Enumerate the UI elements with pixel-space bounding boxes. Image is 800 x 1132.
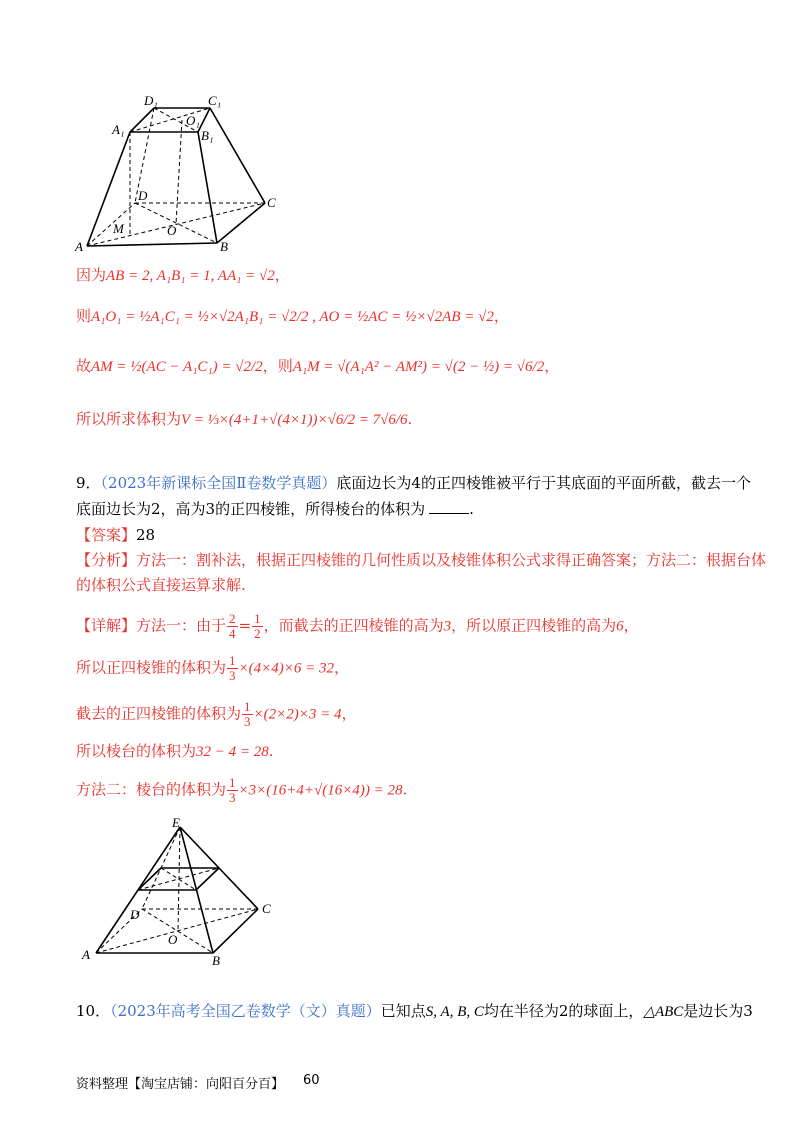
answer-value: 28 [136,526,156,544]
question-number: 9． [76,474,101,492]
pyramid-figure [78,815,288,970]
q9-analysis-1: 【分析】方法一：割补法，根据正四棱锥的几何性质以及棱锥体积公式求得正确答案；方法二：根据台体 [76,551,767,569]
label-A: A [82,947,90,962]
question-source: （2023年高考全国乙卷数学（文）真题） [110,1002,381,1020]
label-O: O [167,223,177,238]
formula: A₁O₁ = ½A₁C₁ = ½×√2A₁B₁ = √2/2 , AO = ½AC = ½×√2AB = √2 [91,309,494,325]
question-source: （2023年新课标全国Ⅱ卷数学真题） [100,474,337,492]
question-number: 10． [76,1002,111,1020]
solution-line-4: 所以所求体积为V = ⅓×(4+1+√(4×1))×√6/2 = 7√6/6. [76,410,413,428]
answer-blank [429,513,469,514]
label-O1: O₁ [186,113,200,128]
solution-line-2: 则A₁O₁ = ½A₁C₁ = ½×√2A₁B₁ = √2/2 , AO = ½AC = ½×√2AB = √2， [76,307,509,325]
fraction: $\frac{1}{3}$ [229,653,236,683]
fraction: $\frac{2}{4}$ [229,611,236,641]
q9-line-2: 底面边长为2，高为3的正四棱锥，所得棱台的体积为 . [76,500,474,518]
q9-detail-4: 所以棱台的体积为32 − 4 = 28. [76,742,274,760]
label-C: C [262,901,271,916]
fraction: $\frac{1}{3}$ [229,775,236,805]
label-A1: A₁ [112,122,125,137]
footer-text: 资料整理【淘宝店铺：向阳百分百】 [76,1077,285,1092]
formula: V = ⅓×(4+1+√(4×1))×√6/2 = 7√6/6 [181,412,408,428]
formula: AM = ½(AC − A₁C₁) = √2/2 [91,359,263,375]
formula: ×(4×4)×6 = 32 [238,660,334,677]
label-C1: C₁ [208,93,222,108]
q9-detail-1: 【详解】方法一：由于 $\frac{2}{4}$ = $\frac{1}{2}$ ，而截去的正四棱锥的高为3，所以原正四棱锥的高为6， [76,611,639,641]
formula: AB = 2, A₁B₁ = 1, AA₁ = √2 [106,268,275,284]
label-B: B [212,953,220,968]
q9-answer [76,524,155,545]
q10-line-1: 10．（2023年高考全国乙卷数学（文）真题）已知点S, A, B, C均在半径为2的球面上，△ABC是边长为3 [76,1002,753,1020]
label-D1: D₁ [144,93,158,108]
label-O: O [168,932,178,947]
label-A: A [75,239,83,254]
analysis-tag: 【分析】 [76,551,137,569]
solution-line-3: 故AM = ½(AC − A₁C₁) = √2/2，则A₁M = √(A₁A² − AM²) = √(2 − ½) = √6/2， [76,357,560,375]
label-B1: B₁ [201,128,214,143]
fraction: $\frac{1}{3}$ [244,699,251,729]
formula: A₁M = √(A₁A² − AM²) = √(2 − ½) = √6/2 [292,359,545,375]
q9-detail-3: 截去的正四棱锥的体积为 $\frac{1}{3}$ ×(2×2)×3 = 4， [76,699,357,729]
detail-tag: 【详解】 [76,616,137,635]
label-B: B [220,239,228,254]
label-D: D [130,907,140,922]
q9-analysis-2: 的体积公式直接运算求解. [76,576,246,594]
label-M: M [113,221,124,236]
answer-tag: 【答案】 [76,526,137,544]
formula: ×3×(16+4+√(16×4)) = 28 [238,782,403,799]
label-E: E [172,815,180,830]
q9-detail-5: 方法二：棱台的体积为 $\frac{1}{3}$ ×3×(16+4+√(16×4)) = 28. [76,775,408,805]
solution-line-1: 因为AB = 2, A₁B₁ = 1, AA₁ = √2， [76,266,290,284]
formula: 32 − 4 = 28 [196,744,269,760]
q9-detail-2: 所以正四棱锥的体积为 $\frac{1}{3}$ ×(4×4)×6 = 32， [76,653,350,683]
formula: ×(2×2)×3 = 4 [253,706,342,723]
label-C: C [267,195,276,210]
page-number: 60 [303,1073,320,1088]
label-D: D [138,188,148,203]
frustum-figure [70,88,290,258]
fraction: $\frac{1}{2}$ [254,611,261,641]
q9-line-1: 9．（2023年新课标全国Ⅱ卷数学真题）底面边长为4的正四棱锥被平行于其底面的平面所截，截去一个 [76,474,751,492]
